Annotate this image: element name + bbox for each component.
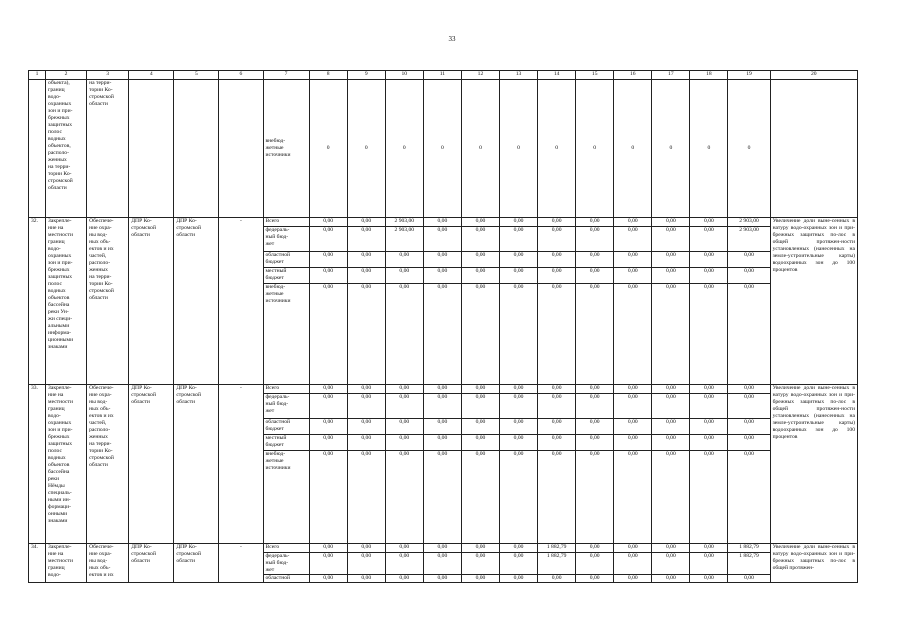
amount-cell: 0,00	[500, 419, 538, 435]
funding-source-cell: местный бюджет	[263, 435, 309, 451]
amount-cell: 0,00	[309, 553, 347, 575]
page-number: 33	[448, 35, 456, 43]
amount-cell: 2 903,00	[385, 218, 423, 227]
header-cell-5: 5	[174, 71, 219, 80]
amount-cell: 0,00	[347, 268, 385, 284]
amount-cell: 0,00	[614, 268, 652, 284]
amount-cell: 0,00	[309, 252, 347, 268]
header-cell-3: 3	[87, 71, 129, 80]
amount-cell: 0,00	[461, 435, 499, 451]
header-cell-4: 4	[129, 71, 174, 80]
amount-cell: 0,00	[538, 218, 576, 227]
amount-cell: 0,00	[576, 544, 614, 553]
amount-cell: 0,00	[728, 419, 770, 435]
amount-cell: 0,00	[614, 385, 652, 394]
amount-cell: 0,00	[576, 553, 614, 575]
cont-activity: объекта), границ водо- охранных зон и при- брежных защитных полос водных объектов, располо- женных на терри- тории Ко- стромской области	[46, 80, 87, 218]
amount-cell: 0,00	[500, 227, 538, 252]
program-table	[28, 70, 858, 583]
amount-cell: 0,00	[500, 451, 538, 544]
amount-cell: 0,00	[500, 435, 538, 451]
amount-cell: 0,00	[461, 385, 499, 394]
header-cell-20: 20	[770, 71, 857, 80]
header-cell-11: 11	[423, 71, 461, 80]
amount-cell: 2 903,00	[728, 218, 770, 227]
amount-cell: 0,00	[614, 575, 652, 583]
amount-cell: 0,00	[576, 385, 614, 394]
amount-cell: 0,00	[652, 252, 690, 268]
amount-cell: 0,00	[461, 284, 499, 385]
funding-source-cell: федераль- ный бюд- жет	[263, 394, 309, 419]
amount-cell: 0,00	[461, 227, 499, 252]
amount-cell: 0,00	[538, 268, 576, 284]
period-cell: -	[219, 544, 263, 583]
amount-cell: 0,00	[690, 227, 728, 252]
amount-cell: 0,00	[461, 575, 499, 583]
amount-cell: 0,00	[500, 268, 538, 284]
amount-cell: 0,00	[347, 227, 385, 252]
amount-cell: 0,00	[538, 419, 576, 435]
amount-cell: 0,00	[461, 451, 499, 544]
amount-cell: 0,00	[347, 419, 385, 435]
cont-value: 0	[728, 80, 770, 218]
amount-cell: 0,00	[500, 385, 538, 394]
amount-cell: 0,00	[309, 218, 347, 227]
header-cell-12: 12	[461, 71, 499, 80]
header-cell-10: 10	[385, 71, 423, 80]
amount-cell: 0,00	[652, 284, 690, 385]
amount-cell: 0,00	[728, 575, 770, 583]
amount-cell: 0,00	[500, 394, 538, 419]
amount-cell: 0,00	[385, 268, 423, 284]
amount-cell: 0,00	[652, 419, 690, 435]
executor-cell: ДПР Ко- стромской области	[174, 218, 219, 385]
cont-value: 0	[461, 80, 499, 218]
amount-cell: 0,00	[461, 394, 499, 419]
table-row	[29, 544, 858, 553]
cont-col6	[219, 80, 263, 218]
amount-cell: 0,00	[461, 218, 499, 227]
amount-cell: 0,00	[614, 394, 652, 419]
amount-cell: 0,00	[652, 268, 690, 284]
amount-cell: 0,00	[347, 252, 385, 268]
header-cell-2: 2	[46, 71, 87, 80]
header-cell-15: 15	[576, 71, 614, 80]
amount-cell: 0,00	[347, 553, 385, 575]
amount-cell: 0,00	[690, 385, 728, 394]
executor-cell: ДПР Ко- стромской области	[174, 385, 219, 544]
amount-cell: 0,00	[690, 268, 728, 284]
amount-cell: 0,00	[614, 218, 652, 227]
amount-cell: 0,00	[347, 385, 385, 394]
header-cell-8: 8	[309, 71, 347, 80]
amount-cell: 0,00	[309, 227, 347, 252]
amount-cell: 0,00	[728, 284, 770, 385]
responsible-cell: ДПР Ко- стромской области	[129, 544, 174, 583]
amount-cell: 0,00	[385, 544, 423, 553]
cont-value: 0	[652, 80, 690, 218]
header-cell-19: 19	[728, 71, 770, 80]
amount-cell: 0,00	[690, 419, 728, 435]
cont-goal: на терри- тории Ко- стромской области	[87, 80, 129, 218]
amount-cell: 0,00	[385, 284, 423, 385]
cont-value: 0	[500, 80, 538, 218]
amount-cell: 0,00	[614, 284, 652, 385]
amount-cell: 0,00	[652, 385, 690, 394]
header-cell-17: 17	[652, 71, 690, 80]
amount-cell: 0,00	[690, 575, 728, 583]
amount-cell: 0,00	[423, 394, 461, 419]
funding-source-cell: местный бюджет	[263, 268, 309, 284]
funding-source-cell: Всего	[263, 218, 309, 227]
amount-cell: 0,00	[538, 385, 576, 394]
cont-value: 0	[614, 80, 652, 218]
cont-col5	[174, 80, 219, 218]
amount-cell: 0,00	[423, 268, 461, 284]
amount-cell: 0,00	[385, 394, 423, 419]
result-cell: Увеличение доли выне-сенных в натуру водо-охранных зон и при-брежных защитных по-лос в общей протяжен-	[770, 544, 857, 583]
amount-cell: 0,00	[385, 385, 423, 394]
amount-cell: 0,00	[728, 451, 770, 544]
amount-cell: 0,00	[538, 252, 576, 268]
amount-cell: 0,00	[576, 435, 614, 451]
cont-value: 0	[576, 80, 614, 218]
amount-cell: 0,00	[728, 394, 770, 419]
funding-source-cell: Всего	[263, 544, 309, 553]
cont-num	[29, 80, 46, 218]
amount-cell: 0,00	[423, 218, 461, 227]
row-number: 33.	[29, 385, 46, 544]
amount-cell: 0,00	[538, 435, 576, 451]
amount-cell: 0,00	[576, 252, 614, 268]
amount-cell: 0,00	[500, 575, 538, 583]
amount-cell: 0,00	[614, 553, 652, 575]
header-cell-14: 14	[538, 71, 576, 80]
cont-source: внебюд- жетные источники	[263, 80, 309, 218]
funding-source-cell: федераль- ный бюд- жет	[263, 553, 309, 575]
amount-cell: 0,00	[652, 227, 690, 252]
amount-cell: 0,00	[423, 385, 461, 394]
amount-cell: 0,00	[461, 553, 499, 575]
header-cell-9: 9	[347, 71, 385, 80]
header-cell-13: 13	[500, 71, 538, 80]
amount-cell: 0,00	[690, 435, 728, 451]
amount-cell: 0,00	[309, 575, 347, 583]
amount-cell: 0,00	[652, 451, 690, 544]
amount-cell: 0,00	[385, 252, 423, 268]
funding-source-cell: федераль- ный бюд- жет	[263, 227, 309, 252]
activity-cell: Закрепле- ние на местности границ водо-	[46, 544, 87, 583]
amount-cell: 0,00	[423, 435, 461, 451]
amount-cell: 0,00	[347, 575, 385, 583]
amount-cell: 0,00	[500, 553, 538, 575]
funding-source-cell: областной	[263, 575, 309, 583]
amount-cell: 0,00	[690, 451, 728, 544]
amount-cell: 0,00	[500, 284, 538, 385]
amount-cell: 0,00	[576, 451, 614, 544]
amount-cell: 0,00	[461, 544, 499, 553]
amount-cell: 0,00	[309, 385, 347, 394]
cont-value: 0	[538, 80, 576, 218]
cont-value: 0	[385, 80, 423, 218]
amount-cell: 0,00	[652, 394, 690, 419]
amount-cell: 0,00	[690, 553, 728, 575]
amount-cell: 0,00	[423, 544, 461, 553]
amount-cell: 0,00	[728, 385, 770, 394]
amount-cell: 0,00	[538, 451, 576, 544]
period-cell: -	[219, 385, 263, 544]
amount-cell: 0,00	[690, 252, 728, 268]
responsible-cell: ДПР Ко- стромской области	[129, 218, 174, 385]
amount-cell: 0,00	[538, 394, 576, 419]
amount-cell: 0,00	[309, 268, 347, 284]
amount-cell: 0,00	[347, 284, 385, 385]
amount-cell: 0,00	[347, 544, 385, 553]
funding-source-cell: внебюд- жетные источники	[263, 451, 309, 544]
amount-cell: 0,00	[423, 419, 461, 435]
amount-cell: 0,00	[461, 252, 499, 268]
amount-cell: 0,00	[347, 451, 385, 544]
amount-cell: 2 903,00	[728, 227, 770, 252]
row-number: 32.	[29, 218, 46, 385]
amount-cell: 0,00	[347, 218, 385, 227]
amount-cell: 0,00	[652, 575, 690, 583]
period-cell: -	[219, 218, 263, 385]
funding-source-cell: Всего	[263, 385, 309, 394]
cont-col4	[129, 80, 174, 218]
amount-cell: 0,00	[385, 419, 423, 435]
amount-cell: 0,00	[614, 451, 652, 544]
goal-cell: Обеспече- ние охра- ны вод- ных объ- ектов и их частей, располо- женных на терри- тории Ко- стромской области	[87, 385, 129, 544]
amount-cell: 0,00	[309, 451, 347, 544]
amount-cell: 0,00	[690, 394, 728, 419]
amount-cell: 0,00	[652, 544, 690, 553]
amount-cell: 0,00	[652, 553, 690, 575]
header-cell-6: 6	[219, 71, 263, 80]
amount-cell: 0,00	[576, 218, 614, 227]
header-cell-7: 7	[263, 71, 309, 80]
goal-cell: Обеспече- ние охра- ны вод- ных объ- ектов и их частей, располо- женных на терри- тории Ко- стромской области	[87, 218, 129, 385]
header-cell-1: 1	[29, 71, 46, 80]
amount-cell: 1 882,79	[728, 553, 770, 575]
amount-cell: 1 882,79	[538, 553, 576, 575]
amount-cell: 0,00	[423, 227, 461, 252]
amount-cell: 0,00	[423, 553, 461, 575]
amount-cell: 0,00	[461, 419, 499, 435]
funding-source-cell: областной бюджет	[263, 419, 309, 435]
responsible-cell: ДПР Ко- стромской области	[129, 385, 174, 544]
amount-cell: 0,00	[500, 544, 538, 553]
amount-cell: 0,00	[500, 218, 538, 227]
cont-value: 0	[690, 80, 728, 218]
amount-cell: 0,00	[728, 268, 770, 284]
amount-cell: 0,00	[461, 268, 499, 284]
amount-cell: 0,00	[385, 451, 423, 544]
funding-source-cell: внебюд- жетные источники	[263, 284, 309, 385]
amount-cell: 0,00	[347, 435, 385, 451]
funding-source-cell: областной бюджет	[263, 252, 309, 268]
cont-result	[770, 80, 857, 218]
amount-cell: 0,00	[309, 394, 347, 419]
table-row	[29, 385, 858, 394]
amount-cell: 0,00	[385, 575, 423, 583]
amount-cell: 0,00	[576, 268, 614, 284]
amount-cell: 0,00	[385, 435, 423, 451]
header-row	[29, 71, 858, 80]
amount-cell: 1 882,79	[538, 544, 576, 553]
amount-cell: 0,00	[652, 218, 690, 227]
amount-cell: 0,00	[728, 252, 770, 268]
amount-cell: 0,00	[690, 284, 728, 385]
amount-cell: 0,00	[423, 451, 461, 544]
activity-cell: Закрепле- ние на местности границ водо- охранных зон и при- брежных защитных полос водных объектов бассейна реки Ун- жи специ- альными информа- ционными знаками	[46, 218, 87, 385]
amount-cell: 0,00	[614, 419, 652, 435]
amount-cell: 0,00	[576, 419, 614, 435]
result-cell: Увеличение доли выне-сенных в натуру водо-охранных зон и при-брежных защитных по-лос в общей протяжен-ности установленных (нанесенных на земле-устроительные карты) водоохранных зон до 100 процентов	[770, 218, 857, 385]
header-cell-18: 18	[690, 71, 728, 80]
cont-value: 0	[423, 80, 461, 218]
amount-cell: 0,00	[538, 575, 576, 583]
amount-cell: 0,00	[614, 435, 652, 451]
amount-cell: 0,00	[690, 218, 728, 227]
amount-cell: 1 882,79	[728, 544, 770, 553]
amount-cell: 0,00	[652, 435, 690, 451]
goal-cell: Обеспече- ние охра- ны вод- ных объ- ектов и их	[87, 544, 129, 583]
amount-cell: 0,00	[576, 575, 614, 583]
amount-cell: 0,00	[576, 394, 614, 419]
amount-cell: 2 903,00	[385, 227, 423, 252]
activity-cell: Закрепле- ние на местности границ водо- охранных зон и при- брежных защитных полос водных объектов бассейна реки Нёмды специаль- ными ин- формаци- онными знаками	[46, 385, 87, 544]
amount-cell: 0,00	[614, 544, 652, 553]
amount-cell: 0,00	[614, 252, 652, 268]
amount-cell: 0,00	[538, 284, 576, 385]
continuation-row	[29, 80, 858, 218]
amount-cell: 0,00	[423, 284, 461, 385]
row-number: 34.	[29, 544, 46, 583]
cont-value: 0	[347, 80, 385, 218]
amount-cell: 0,00	[576, 284, 614, 385]
amount-cell: 0,00	[309, 284, 347, 385]
header-cell-16: 16	[614, 71, 652, 80]
amount-cell: 0,00	[423, 575, 461, 583]
executor-cell: ДПР Ко- стромской области	[174, 544, 219, 583]
amount-cell: 0,00	[385, 553, 423, 575]
amount-cell: 0,00	[309, 419, 347, 435]
amount-cell: 0,00	[423, 252, 461, 268]
amount-cell: 0,00	[538, 227, 576, 252]
table-row	[29, 218, 858, 227]
amount-cell: 0,00	[728, 435, 770, 451]
cont-value: 0	[309, 80, 347, 218]
result-cell: Увеличение доли выне-сенных в натуру водо-охранных зон и при-брежных защитных по-лос в общей протяжен-ности установленных (нанесенных на земле-устроительные карты) водоохранных зон до 100 процентов	[770, 385, 857, 544]
amount-cell: 0,00	[347, 394, 385, 419]
amount-cell: 0,00	[309, 544, 347, 553]
amount-cell: 0,00	[309, 435, 347, 451]
amount-cell: 0,00	[690, 544, 728, 553]
amount-cell: 0,00	[576, 227, 614, 252]
amount-cell: 0,00	[500, 252, 538, 268]
amount-cell: 0,00	[614, 227, 652, 252]
